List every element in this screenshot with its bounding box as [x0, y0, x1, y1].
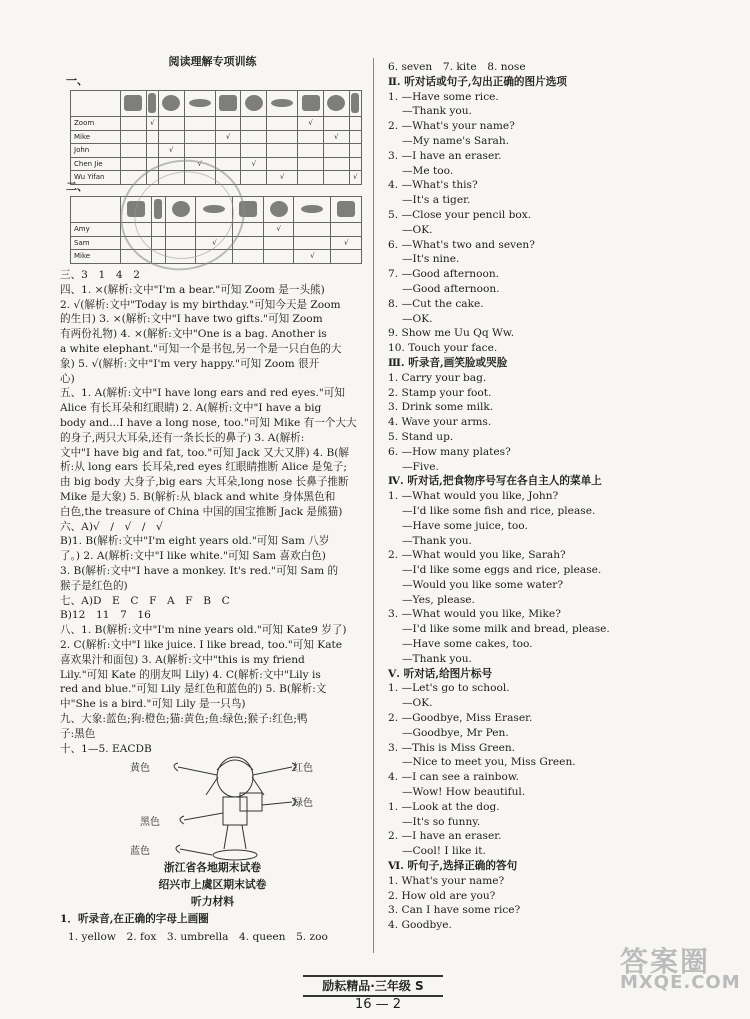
transcript-line: 6. seven 7. kite 8. nose: [388, 61, 526, 73]
footer-banner: 励耘精品·三年级 S: [303, 975, 443, 997]
answer-line: 八、1. B(解析:文中"I'm nine years old."可知 Kate9 岁了): [60, 624, 347, 637]
check-cell: [241, 171, 267, 185]
section-heading: Ⅱ. 听对话或句子,勾出正确的图片选项: [388, 75, 567, 88]
footer-title-3: 听力材料: [190, 895, 235, 908]
row-name: Mike: [71, 130, 121, 144]
transcript-line: —Nice to meet you, Miss Green.: [388, 756, 576, 769]
section-two-label: 二、: [66, 180, 88, 193]
answer-line: 中"She is a bird."可知 Lily 是一只鸟): [60, 698, 246, 711]
transcript-line: 6. —What's two and seven?: [388, 238, 535, 251]
transcript-line: —I'd like some fish and rice, please.: [388, 504, 596, 517]
transcript-line: —OK.: [388, 312, 433, 325]
row-name: Chen Jie: [71, 157, 121, 171]
check-cell: [349, 144, 361, 158]
check-cell: [241, 144, 267, 158]
check-cell: [263, 250, 294, 264]
food-picture-icon: [162, 95, 180, 111]
section-heading: Ⅳ. 听对话,把食物序号写在各自主人的菜单上: [388, 475, 602, 488]
transcript-line: —I'd like some milk and bread, please.: [388, 623, 610, 636]
answer-line: 五、1. A(解析:文中"I have long ears and red eyes."可知: [60, 387, 345, 400]
transcript-line: 9. Show me Uu Qq Ww.: [388, 327, 515, 340]
transcript-line: 1. —Look at the dog.: [388, 800, 500, 813]
answer-line: 白色,the treasure of China 中国的国宝推断 Jack 是熊猫): [60, 505, 343, 518]
check-cell: √: [298, 117, 324, 131]
transcript-line: 2. —Goodbye, Miss Eraser.: [388, 712, 533, 725]
food-picture-icon: [327, 95, 345, 111]
check-cell: √: [294, 250, 331, 264]
transcript-line: 10. Touch your face.: [388, 342, 498, 355]
check-cell: [324, 171, 350, 185]
transcript-line: —Wow! How beautiful.: [388, 786, 526, 799]
answer-text-block: [60, 268, 365, 756]
watermark-url: MXQE.COM: [620, 971, 741, 993]
table-row: [71, 130, 362, 144]
label-red: 红色: [293, 763, 313, 774]
answer-line: Lily."可知 Kate 的朋友叫 Lily) 4. C(解析:文中"Lily is: [60, 668, 321, 681]
check-cell: √: [267, 171, 298, 185]
answer-line: 有两份礼物) 4. ×(解析:文中"One is a bag. Another is: [60, 328, 327, 341]
transcript-line: —Have some cakes, too.: [388, 638, 533, 651]
check-cell: √: [158, 144, 184, 158]
transcript-line: 4. Goodbye.: [388, 919, 452, 932]
label-black: 黑色: [140, 817, 160, 828]
transcript-line: 1. —What would you like, John?: [388, 490, 559, 503]
row-name: Mike: [71, 250, 121, 264]
transcript-line: 1. —Let's go to school.: [388, 682, 510, 695]
transcript-line: —Goodbye, Mr Pen.: [388, 726, 509, 739]
food-picture-icon: [148, 93, 156, 113]
check-cell: [121, 117, 147, 131]
check-cell: √: [215, 130, 241, 144]
transcript-line: 8. —Cut the cake.: [388, 297, 484, 310]
check-cell: [294, 223, 331, 237]
answer-line: 的身子,两只大耳朵,还有一条长长的鼻子) 3. A(解析:: [60, 431, 305, 444]
check-cell: [298, 157, 324, 171]
watermark-logo: 答案圈: [620, 945, 711, 978]
answer-line: 3. B(解析:文中"I have a monkey. It's red."可知 Sam 的: [60, 564, 339, 577]
answer-line: 由 big body 大身子,big ears 大耳朵,long nose 长鼻子推断: [60, 476, 349, 489]
transcript-line: —Have some juice, too.: [388, 519, 528, 532]
transcript-line: —My name's Sarah.: [388, 134, 510, 147]
check-cell: [215, 117, 241, 131]
transcript-line: —It's so funny.: [388, 815, 481, 828]
answer-line: 的生日) 3. ×(解析:文中"I have two gifts."可知 Zoom: [60, 313, 323, 326]
answer-line: 喜欢果汁和面包) 3. A(解析:文中"this is my friend: [60, 653, 305, 666]
section-heading: Ⅲ. 听录音,画笑脸或哭脸: [388, 356, 508, 369]
label-green: 绿色: [293, 798, 313, 809]
check-cell: [324, 144, 350, 158]
answer-line: Mike 是大象) 5. B(解析:从 black and white 身体黑色和: [60, 490, 336, 503]
check-cell: [215, 144, 241, 158]
transcript-line: —Thank you.: [388, 534, 472, 547]
girl-coloring-figure-icon: [120, 745, 350, 865]
check-cell: [294, 236, 331, 250]
row-name: Wu Yifan: [71, 171, 121, 185]
row-name: Sam: [71, 236, 121, 250]
check-cell: [158, 130, 184, 144]
section-heading: Ⅴ. 听对话,给图片标号: [388, 667, 493, 680]
transcript-line: 1. Carry your bag.: [388, 371, 487, 384]
check-cell: [263, 236, 294, 250]
transcript-line: 3. —This is Miss Green.: [388, 741, 516, 754]
answer-line: Alice 有长耳朵和红眼睛) 2. A(解析:文中"I have a big: [60, 402, 322, 415]
transcript-line: —Thank you.: [388, 105, 472, 118]
check-cell: √: [146, 117, 158, 131]
check-cell: [267, 157, 298, 171]
section-heading: Ⅵ. 听句子,选择正确的答句: [388, 860, 518, 873]
food-picture-icon: [301, 205, 323, 213]
label-blue: 蓝色: [130, 846, 150, 857]
check-cell: √: [241, 157, 267, 171]
answer-line: body and...I have a long nose, too."可知 Mike 有一个大大: [60, 416, 357, 429]
check-cell: [324, 117, 350, 131]
answer-line: 七、A)D E C F A F B C: [60, 594, 230, 607]
answer-line: 2. √(解析:文中"Today is my birthday."可知今天是 Zoom: [60, 298, 341, 311]
transcript-line: 4. Wave your arms.: [388, 416, 492, 429]
answer-line: B)12 11 7 16: [60, 609, 151, 622]
answer-line: 2. C(解析:文中"I like juice. I like bread, too."可知 Kate: [60, 638, 343, 651]
check-cell: [241, 117, 267, 131]
answer-line: a white elephant."可知一个是书包,另一个是一只白色的大: [60, 342, 342, 355]
transcript-line: —Me too.: [388, 164, 454, 177]
footer-title-2: 绍兴市上虞区期末试卷: [158, 878, 267, 891]
transcript-line: 4. —What's this?: [388, 179, 478, 192]
food-picture-icon: [337, 201, 355, 217]
transcript-line: —Would you like some water?: [388, 578, 563, 591]
answer-line: 猴子是红色的): [60, 579, 128, 592]
check-cell: [349, 130, 361, 144]
transcript-line: 6. —How many plates?: [388, 445, 511, 458]
food-picture-icon: [302, 95, 320, 111]
food-picture-icon: [189, 99, 211, 107]
answer-line: 了。) 2. A(解析:文中"I like white."可知 Sam 喜欢白色): [60, 550, 326, 563]
row-name: John: [71, 144, 121, 158]
transcript-line: 1. —Have some rice.: [388, 90, 499, 103]
transcript-line: —Five.: [388, 460, 439, 473]
transcript-line: 3. Can I have some rice?: [388, 904, 521, 917]
check-cell: [146, 130, 158, 144]
transcript-line: 2. —What would you like, Sarah?: [388, 549, 566, 562]
check-cell: √: [349, 171, 361, 185]
food-picture-icon: [219, 95, 237, 111]
food-picture-icon: [245, 95, 263, 111]
transcript-line: —It's nine.: [388, 253, 460, 266]
answer-line: 十、1—5. EACDB: [60, 742, 152, 755]
check-cell: [331, 250, 362, 264]
transcript-line: —Yes, please.: [388, 593, 475, 606]
check-cell: [146, 144, 158, 158]
transcript-line: 2. —I have an eraser.: [388, 830, 502, 843]
transcript-line: 5. Stand up.: [388, 430, 454, 443]
transcript-line: —Thank you.: [388, 652, 472, 665]
answer-line: 四、1. ×(解析:文中"I'm a bear."可知 Zoom 是一头熊): [60, 283, 325, 296]
listening-word-list: 1. yellow 2. fox 3. umbrella 4. queen 5. zoo: [68, 931, 328, 943]
transcript-line: 2. How old are you?: [388, 889, 496, 902]
answer-line: 文中"I have big and fat, too."可知 Jack 又大又胖) 4. B(解: [60, 446, 349, 459]
check-cell: √: [184, 157, 215, 171]
transcript-line: —I'd like some eggs and rice, please.: [388, 564, 602, 577]
transcript-line: 3. —What would you like, Mike?: [388, 608, 561, 621]
check-cell: [241, 130, 267, 144]
check-cell: [121, 144, 147, 158]
answer-line: B)1. B(解析:文中"I'm eight years old."可知 Sam 八岁: [60, 535, 330, 548]
food-picture-icon: [270, 201, 288, 217]
answer-line: 三、3 1 4 2: [60, 269, 140, 281]
check-cell: [324, 157, 350, 171]
footer-title-1: 浙江省各地期末试卷: [163, 861, 262, 874]
answer-line: 象) 5. √(解析:文中"I'm very happy."可知 Zoom 很开: [60, 357, 320, 370]
transcript-line: 2. —What's your name?: [388, 120, 515, 133]
transcript-line: 3. Drink some milk.: [388, 401, 494, 414]
check-cell: [349, 157, 361, 171]
listening-section-heading: 1．听录音,在正确的字母上画圈: [60, 913, 209, 925]
page-number: 16 — 2: [355, 997, 402, 1012]
check-cell: [121, 157, 147, 171]
food-picture-icon: [271, 99, 293, 107]
check-cell: [349, 117, 361, 131]
answer-line: red and blue."可知 Lily 是红色和蓝色的) 5. B(解析:文: [60, 683, 327, 696]
check-cell: √: [196, 236, 233, 250]
row-name: Zoom: [71, 117, 121, 131]
column-divider: [373, 58, 374, 953]
section-one-label: 一、: [66, 74, 88, 87]
transcript-line: 2. Stamp your foot.: [388, 386, 492, 399]
page-title: 阅读理解专项训练: [168, 55, 257, 68]
transcript-line: 5. —Close your pencil box.: [388, 208, 532, 221]
answer-line: 子:黑色: [60, 727, 96, 740]
left.table1-picture-row: [71, 91, 362, 117]
answer-line: 析:从 long ears 长耳朵,red eyes 红眼睛推断 Alice 是兔子;: [60, 461, 347, 474]
table-row: [71, 117, 362, 131]
check-cell: [158, 117, 184, 131]
transcript-line: 7. —Good afternoon.: [388, 268, 500, 281]
transcript-line: —OK.: [388, 697, 433, 710]
transcript-line: —OK.: [388, 223, 433, 236]
transcript-line: —Cool! I like it.: [388, 845, 486, 858]
check-cell: [233, 250, 264, 264]
watermark: [620, 945, 741, 993]
check-cell: [331, 223, 362, 237]
check-cell: [121, 130, 147, 144]
check-cell: [184, 144, 215, 158]
food-picture-icon: [124, 95, 142, 111]
row-name: Amy: [71, 223, 121, 237]
check-cell: [298, 171, 324, 185]
listening-transcript: [388, 60, 728, 933]
label-yellow: 黄色: [130, 763, 150, 774]
food-picture-icon: [351, 93, 359, 113]
answer-line: 六、A)√ / √ / √: [60, 520, 163, 533]
transcript-line: 1. What's your name?: [388, 874, 505, 887]
check-cell: [267, 117, 298, 131]
check-cell: √: [324, 130, 350, 144]
check-cell: [267, 144, 298, 158]
check-cell: [184, 130, 215, 144]
check-cell: √: [331, 236, 362, 250]
answer-line: 心): [60, 372, 75, 385]
transcript-line: —Good afternoon.: [388, 282, 500, 295]
check-cell: [184, 117, 215, 131]
table-row: [71, 144, 362, 158]
answer-line: 九、大象:蓝色;狗:橙色;猫:黄色;鱼:绿色;猴子:红色;鸭: [60, 712, 308, 725]
transcript-line: —It's a tiger.: [388, 194, 471, 207]
transcript-line: 4. —I can see a rainbow.: [388, 771, 520, 784]
check-cell: [267, 130, 298, 144]
transcript-line: 3. —I have an eraser.: [388, 149, 502, 162]
check-cell: √: [263, 223, 294, 237]
check-cell: [298, 130, 324, 144]
check-cell: [298, 144, 324, 158]
